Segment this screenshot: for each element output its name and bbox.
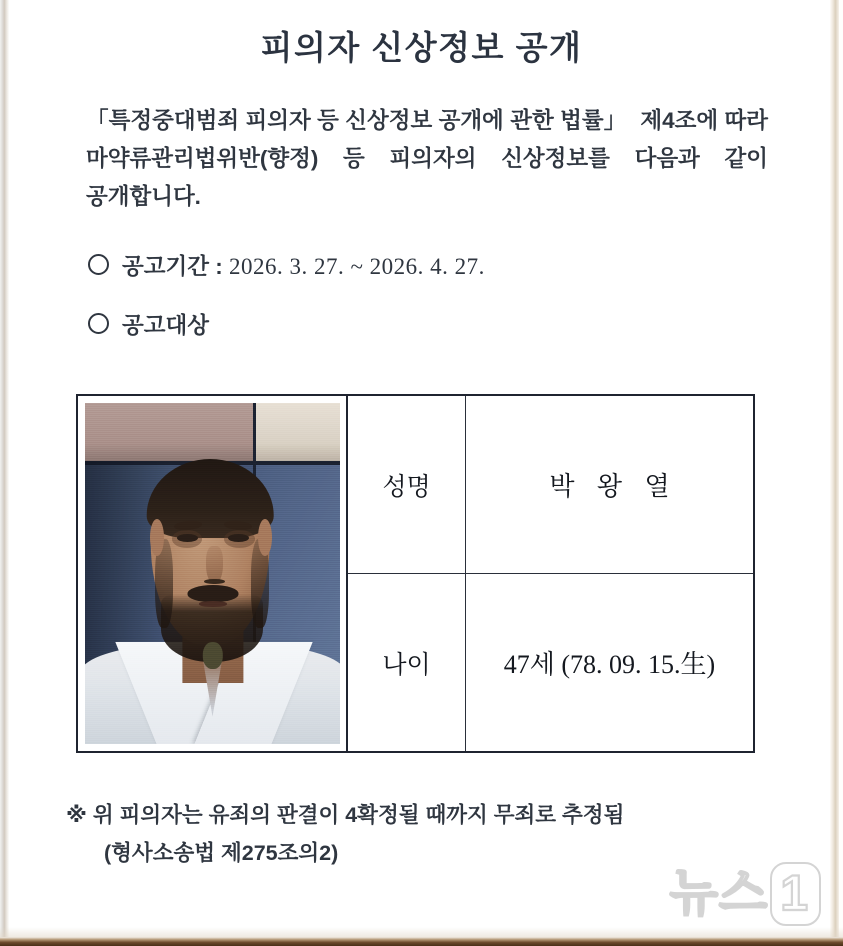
table-label-name: 성명 [348,396,466,573]
table-value-age: 47세 (78. 09. 15.生) [503,650,716,679]
table-row-name [348,396,753,574]
presumption-of-innocence-note: ※ 위 피의자는 유죄의 판결이 4확정될 때까지 무죄로 추정됨 [66,803,625,827]
bullet-circle-icon [88,313,109,334]
announcement-period-line [88,249,485,281]
page-edge-right [830,0,839,946]
page-edge-bottom [0,937,843,946]
watermark-text: 뉴스 [669,865,769,921]
bullet-circle-icon [88,254,109,275]
table-row-age [348,574,753,751]
news1-watermark [670,853,821,926]
page-title: 피의자 신상정보 공개 [260,29,583,66]
photo-grain-overlay [85,403,340,744]
page-edge-left [0,0,9,946]
legal-notice-paragraph [86,102,768,216]
table-label-age: 나이 [348,574,466,751]
legal-notice-law-citation: 「특정중대범죄 피의자 등 신상정보 공개에 관한 법률」 [86,108,627,133]
page-edge-right-outer [839,0,843,946]
suspect-info-rows [348,396,753,751]
legal-notice-body: 제4조에 따라 마약류관리법위반(향정) 등 피의자의 신상정보를 다음과 같이 공개합니다. [86,108,768,209]
suspect-info-table [76,394,755,753]
watermark-number: 1 [770,862,821,926]
announcement-period-label: 공고기간 : [122,254,223,279]
table-value-name: 박 왕 열 [549,472,678,501]
announcement-target-label: 공고대상 [122,313,209,338]
announcement-target-line [88,308,209,340]
announcement-period-value: 2026. 3. 27. ~ 2026. 4. 27. [228,254,485,279]
suspect-photo-cell [78,396,348,751]
page-edge-bottom-fade [0,927,843,937]
criminal-procedure-act-reference: (형사소송법 제275조의2) [104,841,339,865]
suspect-mugshot-photo [85,403,340,744]
